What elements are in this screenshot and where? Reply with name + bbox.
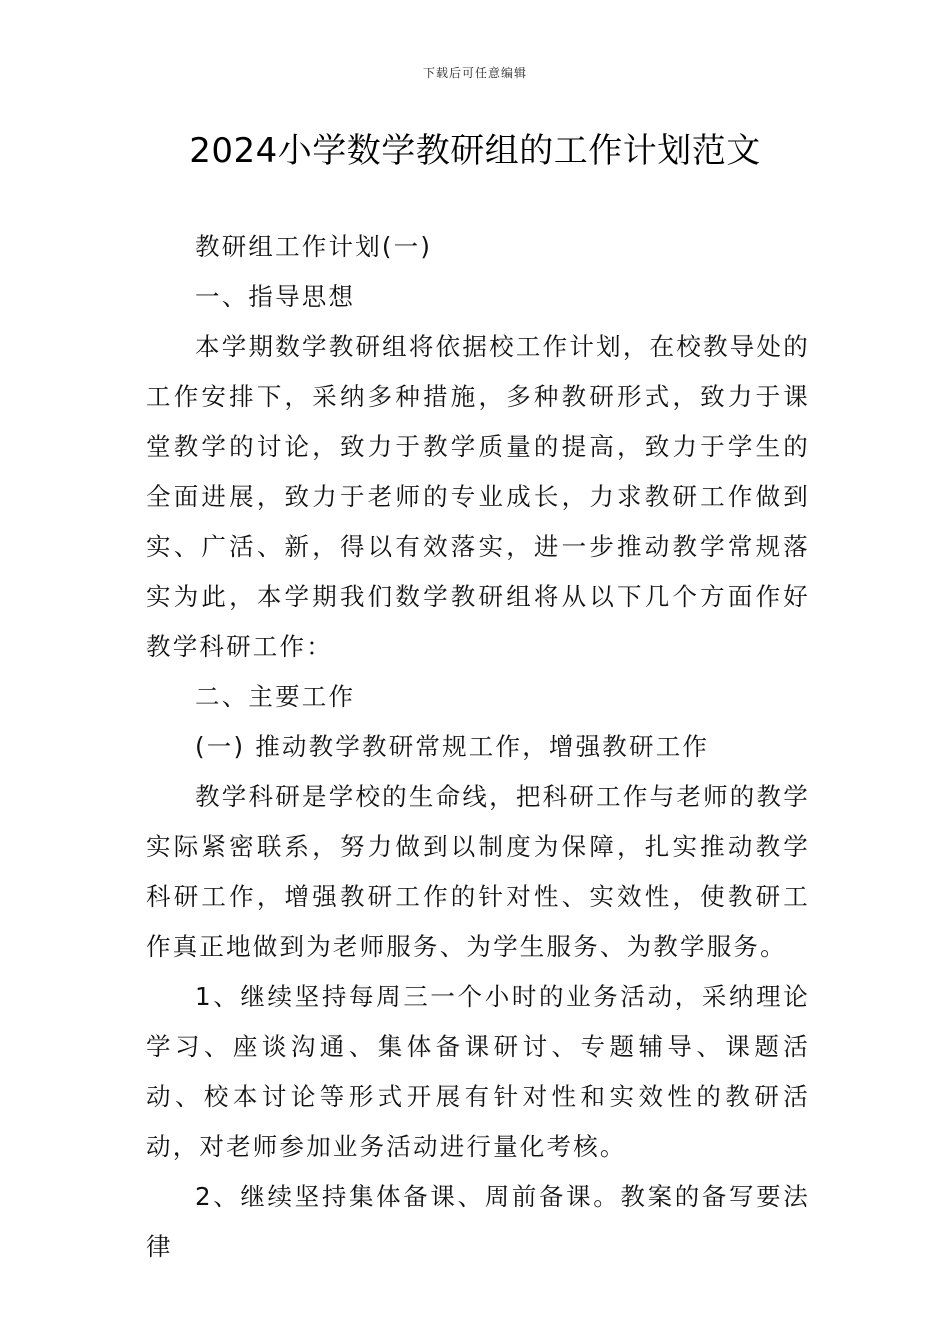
paragraph-guiding-ideology-body: 本学期数学教研组将依据校工作计划，在校教导处的工作安排下，采纳多种措施，多种教研形式，致力于课堂教学的讨论，致力于教学质量的提高，致力于学生的全面进展，致力于老师的专业成长，力求教研工作做到实、广活、新，得以有效落实，进一步推动教学常规落实为此，本学期我们数学教研组将从以下几个方面作好教学科研工作： (146, 332, 810, 661)
paragraph-section-heading-main-work: 二、主要工作 (195, 682, 356, 711)
paragraph-item-1: 1、继续坚持每周三一个小时的业务活动，采纳理论学习、座谈沟通、集体备课研讨、专题辅导、课题活动、校本讨论等形式开展有针对性和实效性的教研活动，对老师参加业务活动进行量化考核。 (146, 982, 810, 1161)
paragraph-item-2: 2、继续坚持集体备课、周前备课。教案的备写要法律 (146, 1182, 810, 1261)
document-title: 2024小学数学教研组的工作计划范文 (189, 131, 761, 171)
document-body (146, 222, 810, 1272)
paragraph-section-heading-guiding-ideology: 一、指导思想 (195, 282, 356, 311)
paragraph-subsection-heading: (一) 推动教学教研常规工作，增强教研工作 (195, 732, 710, 761)
paragraph-research-body: 教学科研是学校的生命线，把科研工作与老师的教学实际紧密联系，努力做到以制度为保障，扎实推动教学科研工作，增强教研工作的针对性、实效性，使教研工作真正地做到为老师服务、为学生服务、为教学服务。 (146, 782, 810, 961)
header-note: 下载后可任意编辑 (422, 66, 527, 80)
paragraph-plan-heading: 教研组工作计划(一) (195, 232, 433, 261)
